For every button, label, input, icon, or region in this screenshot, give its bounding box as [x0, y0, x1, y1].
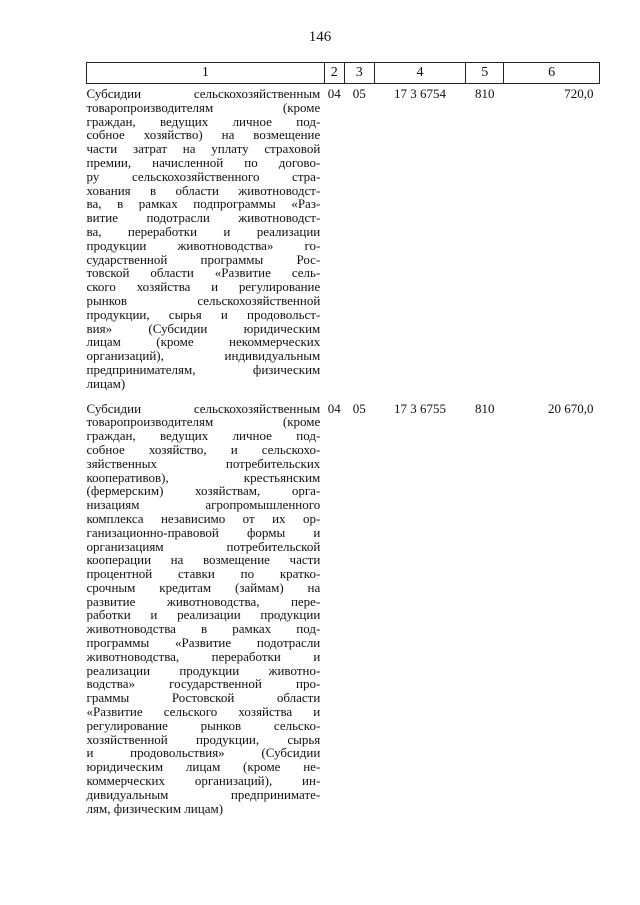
section-code: 04	[327, 86, 341, 101]
page-number: 146	[308, 29, 332, 45]
description-line: граммы Ростовской области	[86, 690, 321, 706]
description-line: ганизационно-правовой формы и	[86, 524, 321, 540]
description-line: процентной ставки по кратко-	[86, 566, 321, 582]
description-line: дивидуальным предпринимате-	[86, 786, 321, 802]
amount: 20 670,0	[548, 400, 594, 416]
description-line: витие подотрасли животноводст-	[86, 210, 321, 226]
column-header-1: 1	[87, 63, 325, 84]
description-line: лицам)	[86, 375, 126, 391]
description-line: срочным кредитам (займам) на	[86, 579, 321, 595]
description-line: кооперации на возмещение части	[86, 552, 321, 568]
budget-table	[86, 62, 600, 823]
description-line: товаропроизводителям (кроме	[86, 414, 321, 430]
description-line: кооперативов), крестьянским	[86, 469, 321, 485]
description-line: ского хозяйства и регулирование	[86, 279, 321, 295]
description-line: товской области «Развитие сель-	[86, 265, 321, 281]
table-row	[87, 399, 600, 824]
table-header-row	[87, 63, 600, 84]
table-row	[87, 84, 600, 399]
description-line: регулирование рынков сельско-	[86, 717, 321, 733]
description-line: сударственной программы Рос-	[86, 251, 321, 267]
description-line: водства» государственной про-	[86, 676, 321, 692]
description-line: реализации продукции животно-	[86, 662, 321, 678]
row-description	[87, 84, 325, 399]
expense-type-code: 810	[475, 400, 495, 416]
description-line: организациям потребительской	[86, 538, 321, 554]
section-code: 04	[327, 400, 341, 416]
amount: 720,0	[564, 86, 594, 101]
description-line: хования в области животноводст-	[86, 182, 321, 198]
description-line: низациям агропромышленного	[86, 497, 321, 513]
description-line: зяйственных потребительских	[86, 455, 321, 471]
description-line: комплекса независимо от их ор-	[86, 510, 321, 526]
description-line: животноводства в рамках под-	[86, 621, 321, 637]
description-line: ру сельскохозяйственного стра-	[86, 168, 321, 184]
column-header-5: 5	[466, 63, 504, 84]
description-line: программы «Развитие подотрасли	[86, 635, 321, 651]
description-line: развитие животноводства, пере-	[86, 593, 321, 609]
description-line: премии, начисленной по догово-	[86, 154, 321, 170]
description-line: вия» (Субсидии юридическим	[86, 320, 321, 336]
description-line: ва, переработки и реализации	[86, 223, 321, 239]
description-line: граждан, ведущих личное под-	[86, 113, 321, 129]
description-line: лицам (кроме некоммерческих	[86, 334, 321, 350]
target-article-code: 17 3 6755	[393, 400, 446, 416]
row-description	[87, 399, 325, 824]
description-line: юридическим лицам (кроме не-	[86, 759, 321, 775]
description-line: лям, физическим лицам)	[86, 800, 224, 816]
description-line: предпринимателям, физическим	[86, 361, 321, 377]
description-line: «Развитие сельского хозяйства и	[86, 704, 321, 720]
description-line: Субсидии сельскохозяйственным	[86, 400, 321, 416]
description-line: продукции, сырья и продовольст-	[86, 306, 321, 322]
description-line: работки и реализации продукции	[86, 607, 321, 623]
expense-type-code: 810	[475, 86, 495, 101]
description-line: животноводства, переработки и	[86, 648, 321, 664]
description-line: собное хозяйство, и сельскохо-	[86, 441, 321, 457]
subsection-code: 05	[352, 86, 366, 101]
description-line: ва, в рамках подпрограммы «Раз-	[86, 196, 321, 212]
subsection-code: 05	[352, 400, 366, 416]
target-article-code: 17 3 6754	[393, 86, 446, 101]
column-header-3: 3	[344, 63, 374, 84]
description-line: граждан, ведущих личное под-	[86, 428, 321, 444]
description-line: (фермерским) хозяйствам, орга-	[86, 483, 321, 499]
description-line: рынков сельскохозяйственной	[86, 292, 321, 308]
description-line: Субсидии сельскохозяйственным	[86, 86, 321, 101]
description-line: собное хозяйство) на возмещение	[86, 127, 321, 143]
description-line: организаций), индивидуальным	[86, 348, 321, 364]
description-line: коммерческих организаций), ин-	[86, 773, 321, 789]
description-line: части затрат на уплату страховой	[86, 141, 321, 157]
description-line: товаропроизводителям (кроме	[86, 99, 321, 115]
column-header-4: 4	[374, 63, 466, 84]
description-line: и продовольствия» (Субсидии	[86, 745, 321, 761]
column-header-2: 2	[324, 63, 344, 84]
description-line: продукции животноводства» го-	[86, 237, 321, 253]
column-header-6: 6	[504, 63, 600, 84]
description-line: хозяйственной продукции, сырья	[86, 731, 321, 747]
